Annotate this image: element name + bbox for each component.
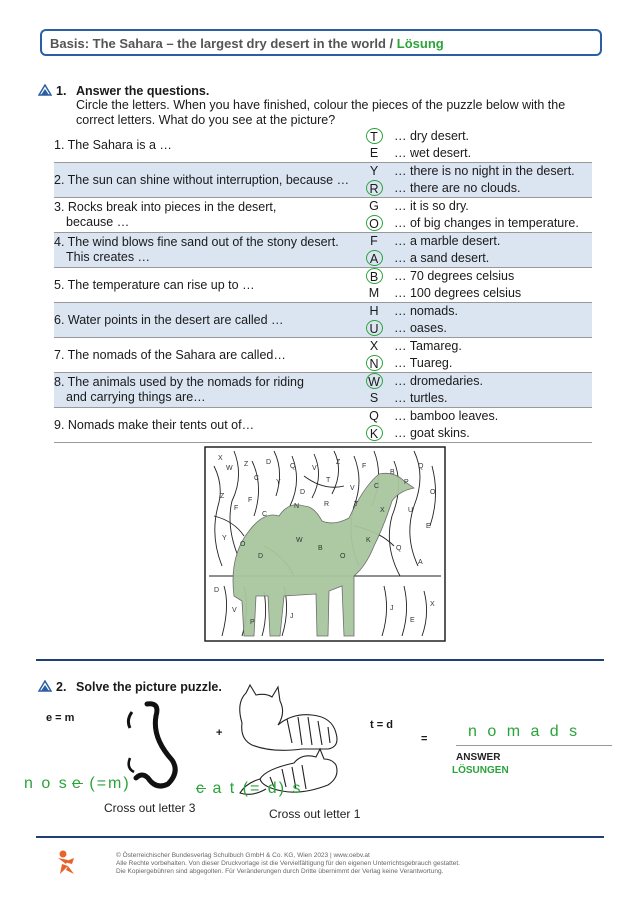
question-line: This creates … [66,250,151,264]
answer-option-text: … bamboo leaves. [394,409,499,423]
question-line: because … [66,215,130,229]
question-line: 7. The nomads of the Sahara are called… [54,347,286,362]
answer-option-text: … there is no night in the desert. [394,164,575,178]
circled-answer-letter[interactable]: T [366,128,383,144]
question-table [54,128,592,443]
question-row [54,198,592,233]
puzzle-letter: W [296,537,303,544]
level-triangle-icon-2 [38,680,52,692]
question-text [54,408,354,443]
equals-sign: = [421,733,428,745]
header-title: Basis: The Sahara – the largest dry desert in the world / [50,36,397,51]
puzzle-letter: Z [220,493,225,500]
puzzle-letter: U [408,507,414,514]
answer-option-text: … of big changes in temperature. [394,216,579,230]
question-text [54,233,354,268]
answer-option-text: … Tamareg. [394,339,462,353]
circled-answer-letter[interactable]: W [366,373,383,389]
answer-letter[interactable]: X [369,339,379,353]
answer-options [394,303,592,338]
puzzle-letter: D [266,459,272,466]
puzzle-letter: F [234,505,239,512]
puzzle-letter: X [218,455,223,462]
plus-sign: + [216,727,223,739]
puzzle-letter: F [248,497,253,504]
answer-options [394,408,592,443]
answer-letter[interactable]: Y [369,164,379,178]
solutions-label: LÖSUNGEN [452,765,509,776]
answer-option-text: … it is so dry. [394,199,469,213]
circled-answer-letter[interactable]: N [366,355,383,371]
puzzle-letter: C [254,475,260,482]
answer-options [394,338,592,373]
answer-option-text: … a marble desert. [394,234,501,248]
circled-answer-letter[interactable]: O [366,215,383,231]
puzzle-letter: D [214,587,220,594]
question-line: and carrying things are… [66,390,206,404]
caption-nose: Cross out letter 3 [104,801,196,815]
question-line: 3. Rocks break into pieces in the desert, [54,200,277,214]
cats-crossed-letter: c [196,780,206,797]
answer-option-text: … goat skins. [394,426,470,440]
answer-letters [354,408,394,443]
puzzle-letter: T [354,501,359,508]
answer-letter[interactable]: Q [369,409,379,423]
circled-answer-letter[interactable]: B [366,268,383,284]
puzzle-letter: R [324,501,330,508]
answer-letters [354,268,394,303]
answer-letter[interactable]: E [369,146,379,160]
camel-puzzle [204,446,446,642]
puzzle-letter: E [410,617,415,624]
puzzle-letter: K [366,537,371,544]
question-line: 1. The Sahara is a … [54,137,172,152]
answer-letter[interactable]: M [368,286,380,300]
answer-letter[interactable]: G [369,199,379,213]
puzzle-letter: Q [418,463,424,470]
exercise2-number: 2. [56,680,67,694]
question-line: 5. The temperature can rise up to … [54,277,255,292]
question-text [54,303,354,338]
circled-answer-letter[interactable]: K [366,425,383,441]
rule-e-equals-m: e = m [46,712,75,724]
answer-options [394,373,592,408]
answer-letters [354,373,394,408]
puzzle-letter: B [318,545,323,552]
puzzle-letter: V [232,607,237,614]
answer-option-text: … turtles. [394,391,448,405]
header-solution-label: Lösung [396,36,444,51]
exercise1-instructions: Circle the letters. When you have finished, colour the pieces of the puzzle below with the correct letters. What do you see at the picture? [76,98,566,127]
question-row [54,408,592,443]
answer-letters [354,128,394,163]
question-row [54,338,592,373]
question-row [54,268,592,303]
answer-option-text: … dromedaries. [394,374,483,388]
footer-line-2: Alle Rechte vorbehalten. Von dieser Druckvorlage ist die Vervielfältigung für den eigenen Unterrichtsgebrauch gestattet. [116,860,460,867]
question-text [54,373,354,408]
answer-option-text: … nomads. [394,304,458,318]
puzzle-letter: A [418,559,423,566]
caption-cats: Cross out letter 1 [269,807,361,821]
puzzle-letter: Y [276,479,281,486]
question-row [54,373,592,408]
puzzle-letter: Q [396,545,402,552]
answer-option-text: … a sand desert. [394,251,490,265]
puzzle-letter: D [300,489,306,496]
answer-letters [354,233,394,268]
nose-prefix: n o s [24,775,69,792]
answer-option-text: … there are no clouds. [394,181,521,195]
footer-line-3: Die Kopiergebühren sind abgegolten. Für Veränderungen durch Dritte übernimmt der Verlag keine Verantwortung. [116,868,444,875]
nose-crossed-letter: e [72,775,83,792]
puzzle-letter: X [430,601,435,608]
answer-options [394,163,592,198]
publisher-logo-icon [54,850,78,876]
puzzle-letter: C [374,483,380,490]
exercise1-title: Answer the questions. [76,84,210,98]
puzzle-letter: P [404,479,409,486]
question-row [54,233,592,268]
puzzle-letter: O [240,541,246,548]
answer-option-text: … 70 degrees celsius [394,269,515,283]
answer-label: ANSWER [456,752,501,763]
question-text [54,198,354,233]
cats-rest: a t (= d) s [206,780,303,797]
answer-letter[interactable]: F [370,234,378,248]
puzzle-letter: W [226,465,233,472]
question-row [54,163,592,198]
puzzle-letter: Q [290,463,296,470]
question-row [54,303,592,338]
page-header [40,29,602,56]
question-text [54,128,354,163]
footer-text [116,852,460,876]
puzzle-letter: N [294,503,300,510]
circled-answer-letter[interactable]: A [366,250,383,266]
footer-line-1: © Österreichischer Bundesverlag Schulbuch GmbH & Co. KG, Wien 2023 | www.oebv.at [116,852,370,859]
section-divider-top [36,659,604,661]
puzzle-letter: F [362,463,367,470]
puzzle-letter: J [290,613,294,620]
exercise1-number: 1. [56,84,67,98]
puzzle-letter: P [250,619,255,626]
question-line: 8. The animals used by the nomads for riding [54,375,304,389]
question-text [54,338,354,373]
puzzle-answer: n o m a d s [468,723,581,740]
puzzle-letter: O [340,553,346,560]
question-text [54,163,354,198]
nose-solution [24,775,131,793]
answer-letter[interactable]: H [369,304,379,318]
puzzle-letter: J [390,605,394,612]
answer-option-text: … 100 degrees celsius [394,286,522,300]
answer-letters [354,198,394,233]
answer-options [394,128,592,163]
question-line: 2. The sun can shine without interruption, because … [54,172,350,187]
rule-t-equals-d: t = d [370,719,393,731]
puzzle-letter: E [426,523,431,530]
puzzle-letter: V [312,465,317,472]
answer-options [394,268,592,303]
question-row [54,128,592,163]
circled-answer-letter[interactable]: U [366,320,383,336]
puzzle-letter: X [380,507,385,514]
answer-line [456,745,612,746]
question-line: 6. Water points in the desert are called … [54,312,284,327]
nose-suffix: (=m) [82,775,131,792]
answer-option-text: … oases. [394,321,447,335]
puzzle-letter: O [430,489,436,496]
puzzle-letter: B [390,469,395,476]
question-line: 9. Nomads make their tents out of… [54,417,255,432]
section-divider-bottom [36,836,604,838]
answer-letters [354,338,394,373]
puzzle-letter: Z [336,459,341,466]
puzzle-letter: Z [244,461,249,468]
question-text [54,268,354,303]
answer-letter[interactable]: S [369,391,379,405]
answer-letters [354,163,394,198]
puzzle-letter: Y [222,535,227,542]
answer-option-text: … Tuareg. [394,356,453,370]
puzzle-letter: V [350,485,355,492]
cats-solution [196,780,302,798]
puzzle-letter: T [326,477,331,484]
puzzle-letter: C [262,511,268,518]
question-line: 4. The wind blows fine sand out of the stony desert. [54,235,339,249]
puzzle-letter: D [258,553,264,560]
answer-option-text: … dry desert. [394,129,470,143]
level-triangle-icon [38,84,52,96]
answer-option-text: … wet desert. [394,146,472,160]
circled-answer-letter[interactable]: R [366,180,383,196]
answer-options [394,198,592,233]
answer-letters [354,303,394,338]
answer-options [394,233,592,268]
exercise2-title: Solve the picture puzzle. [76,680,222,694]
